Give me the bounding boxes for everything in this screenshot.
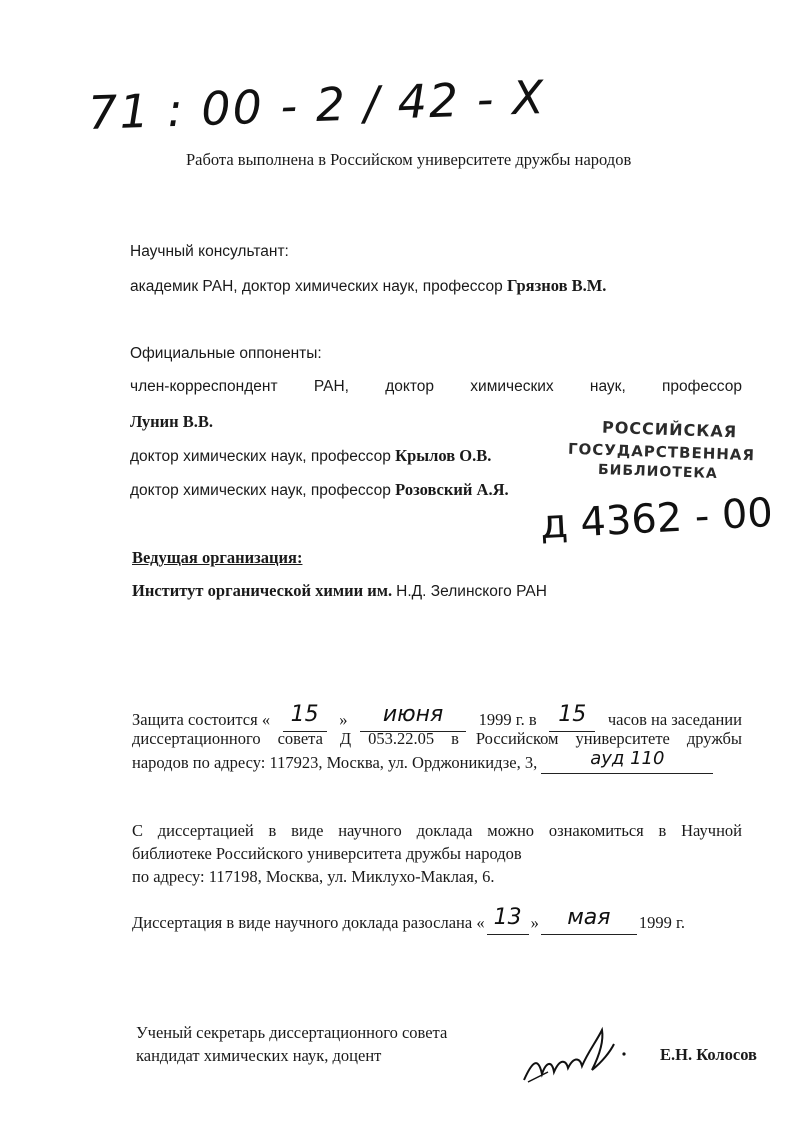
opponent-3-line (130, 480, 509, 500)
op1-word: профессор (662, 378, 742, 395)
secretary-line-2: кандидат химических наук, доцент (136, 1046, 382, 1065)
defense-t1: Защита состоится « (132, 710, 271, 729)
distributed-t3: 1999 г. (638, 913, 686, 932)
defense-line-2: диссертационного совета Д 053.22.05 в Российском университете дружбы (132, 729, 742, 748)
distributed-month-blank (541, 905, 637, 935)
signature (518, 1022, 628, 1092)
distributed-day: 13 (493, 905, 522, 930)
header-line: Работа выполнена в Российском университете дружбы народов (186, 150, 632, 169)
stamp-line-3: БИБЛИОТЕКА (597, 461, 718, 483)
opponent-1-line (130, 378, 742, 396)
distributed-t2: » (530, 913, 539, 932)
library-line-1: С диссертацией в виде научного доклада можно ознакомиться в Научной (132, 821, 742, 840)
opponent-2-name: Крылов О.В. (395, 446, 492, 465)
lead-org-label: Ведущая организация: (132, 548, 303, 567)
secretary-line-1: Ученый секретарь диссертационного совета (136, 1023, 448, 1042)
distributed-line (132, 905, 686, 935)
defense-month: июня (382, 702, 444, 727)
op3-prefix: доктор химических наук, профессор (130, 482, 391, 499)
op1-word: химических (470, 378, 554, 395)
distributed-day-blank (487, 905, 529, 935)
distributed-month: мая (567, 905, 611, 930)
lead-org-line (132, 581, 547, 601)
opponents-label: Официальные оппоненты: (130, 345, 322, 362)
stamp-line-2: ГОСУДАРСТВЕННАЯ (567, 439, 756, 465)
lead-org-name-bold: Институт органической химии им. (132, 581, 393, 600)
opponent-1-name: Лунин В.В. (130, 412, 214, 431)
op2-prefix: доктор химических наук, профессор (130, 448, 391, 465)
defense-line-3 (132, 748, 713, 774)
defense-t2: » (339, 710, 348, 729)
consultant-name: Грязнов В.М. (507, 276, 607, 295)
defense-line-3-prefix: народов по адресу: 117923, Москва, ул. Орджоникидзе, 3, (132, 753, 538, 772)
opponent-2-line (130, 446, 491, 466)
defense-t3: 1999 г. в (478, 710, 537, 729)
op1-word: доктор (385, 378, 435, 395)
op1-word: член-корреспондент (130, 378, 278, 395)
library-line-2: библиотеке Российского университета дружбы народов (132, 844, 522, 863)
consultant-prefix: академик РАН, доктор химических наук, профессор (130, 278, 503, 295)
op1-word: наук, (589, 378, 626, 395)
op1-word: РАН, (313, 378, 349, 395)
defense-room: ауд 110 (590, 748, 665, 769)
stamp-line-1: РОССИЙСКАЯ (601, 417, 738, 442)
lead-org-name-rest: Н.Д. Зелинского РАН (396, 583, 547, 600)
handwritten-code: 71 : 00 - 2 / 42 - X (87, 70, 547, 140)
distributed-t1: Диссертация в виде научного доклада разослана « (132, 913, 485, 932)
defense-hour: 15 (558, 702, 587, 727)
stamp-number: д 4362 - 00 (538, 489, 774, 549)
opponent-3-name: Розовский А.Я. (395, 480, 509, 499)
consultant-label: Научный консультант: (130, 243, 289, 260)
defense-day: 15 (290, 702, 319, 727)
defense-t4: часов на заседании (607, 710, 742, 729)
library-line-3: по адресу: 117198, Москва, ул. Миклухо-Маклая, 6. (132, 867, 495, 886)
defense-room-blank (541, 748, 713, 774)
secretary-name: Е.Н. Колосов (660, 1045, 757, 1064)
consultant-line (130, 276, 606, 296)
